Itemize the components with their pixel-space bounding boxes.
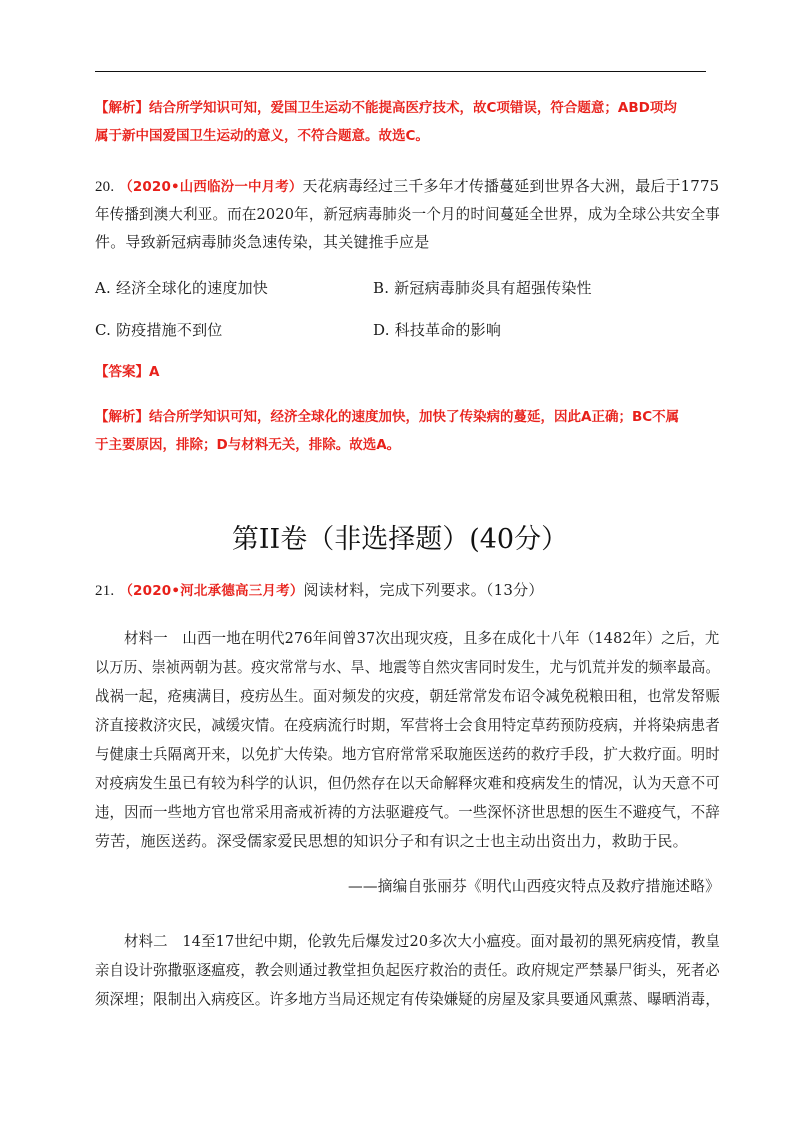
question-20-option-a: A. 经济全球化的速度加快	[95, 279, 268, 297]
material-1-citation: ——摘编自张丽芬《明代山西疫灾特点及救疗措施述略》	[348, 877, 721, 895]
material-2-line: 材料二 14至17世纪中期，伦敦先后爆发过20多次大小瘟疫。面对最初的黑死病疫情，教皇	[124, 932, 721, 950]
material-1-line: 济直接救济灾民，减缓灾情。在疫病流行时期，军营将士会食用特定草药预防疫病，并将染病患者	[95, 716, 720, 734]
material-1-line: 战祸一起，疮痍满目，疫疠丛生。面对频发的灾疫，朝廷常常发布诏令减免税粮田租，也常发帑赈	[95, 687, 720, 705]
material-1-line: 材料一 山西一地在明代276年间曾37次出现灾疫，且多在成化十八年（1482年）之后，尤	[124, 629, 720, 647]
question-21-stem: 阅读材料，完成下列要求。（13分）	[303, 581, 544, 599]
question-21-line-1	[95, 580, 544, 601]
question-20-option-b: B. 新冠病毒肺炎具有超强传染性	[373, 279, 592, 297]
material-2-line: 须深埋；限制出入病疫区。许多地方当局还规定有传染嫌疑的房屋及家具要通风熏蒸、曝晒消毒，	[95, 990, 720, 1008]
question-20-analysis-2: 于主要原因，排除；D与材料无关，排除。故选A。	[95, 437, 401, 453]
question-21-number: 21.	[95, 583, 115, 599]
question-21-source: （2020•河北承德高三月考）	[119, 583, 304, 599]
question-20-line-1	[95, 176, 719, 197]
question-20-source: （2020•山西临汾一中月考）	[119, 179, 303, 195]
question-20-number: 20.	[95, 179, 115, 195]
question-20-stem-1: 天花病毒经过三千多年才传播蔓延到世界各大洲，最后于1775	[302, 177, 720, 195]
question-20-option-c: C. 防疫措施不到位	[95, 321, 223, 339]
material-1-line: 劳苦，施医送药。深受儒家爱民思想的知识分子和有识之士也主动出资出力，救助于民。	[95, 832, 688, 850]
material-1-line: 与健康士兵隔离开来，以免扩大传染。地方官府常常采取施医送药的救疗手段，扩大救疗面。明时	[95, 745, 720, 763]
question-20-stem-2: 年传播到澳大利亚。而在2020年，新冠病毒肺炎一个月的时间蔓延全世界，成为全球公共安全事	[95, 205, 720, 223]
question-20-answer: 【答案】A	[95, 364, 160, 380]
material-1-line: 违，因而一些地方官也常采用斋戒祈祷的方法驱避疫气。一些深怀济世思想的医生不避疫气，不辞	[95, 803, 720, 821]
material-1-line: 以万历、崇祯两朝为甚。疫灾常常与水、旱、地震等自然灾害同时发生，尤与饥荒并发的频率最高。	[95, 658, 720, 676]
header-rule	[95, 71, 706, 72]
question-20-analysis-1: 【解析】结合所学知识可知，经济全球化的速度加快，加快了传染病的蔓延，因此A正确；BC不属	[95, 409, 680, 425]
prev-analysis-line-2: 属于新中国爱国卫生运动的意义，不符合题意。故选C。	[95, 128, 429, 144]
material-1-line: 对疫病发生虽已有较为科学的认识，但仍然存在以天命解释灾难和疫病发生的情况，认为天意不可	[95, 774, 720, 792]
section-heading: 第II卷（非选择题）(40分）	[231, 524, 569, 555]
question-20-stem-3: 件。导致新冠病毒肺炎急速传染，其关键推手应是	[95, 233, 430, 251]
prev-analysis-line-1: 【解析】结合所学知识可知，爱国卫生运动不能提高医疗技术，故C项错误，符合题意；ABD项均	[95, 100, 677, 116]
question-20-option-d: D. 科技革命的影响	[373, 321, 502, 339]
material-2-line: 亲自设计弥撒驱逐瘟疫，教会则通过教堂担负起医疗救治的责任。政府规定严禁暴尸街头，死者必	[95, 961, 720, 979]
